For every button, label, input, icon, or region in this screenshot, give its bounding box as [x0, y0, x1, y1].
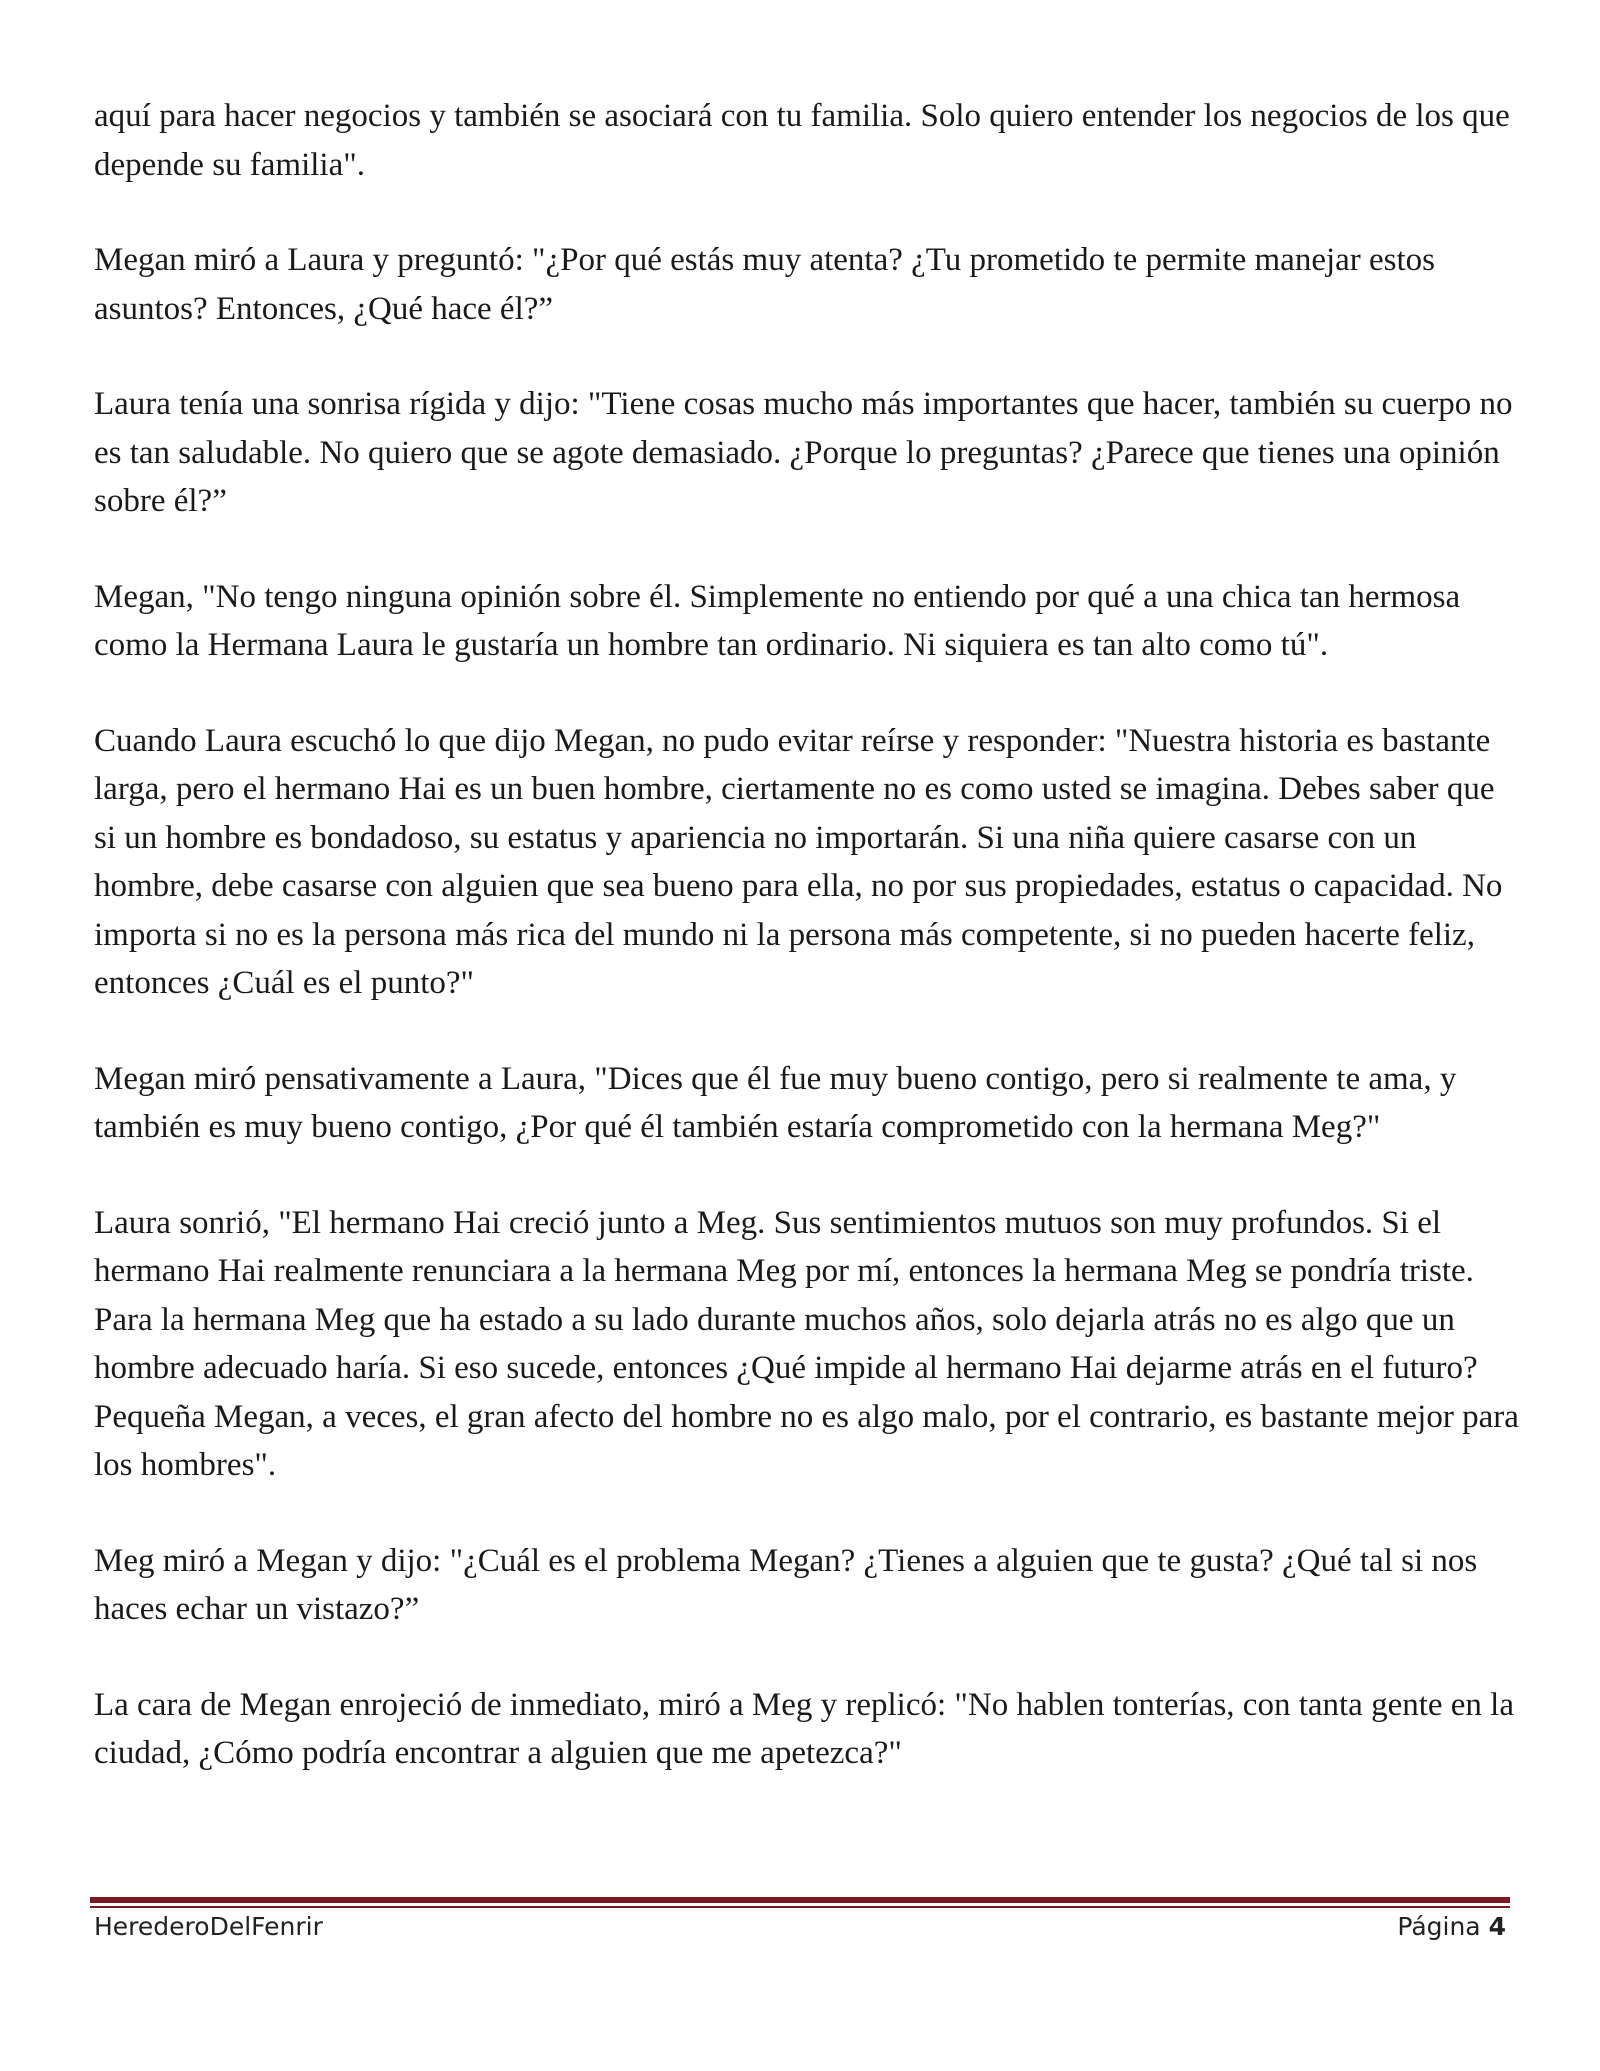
paragraph: Laura tenía una sonrisa rígida y dijo: "Tiene cosas mucho más importantes que hacer, también su cuerpo no es tan saludable. No quiero que se agote demasiado. ¿Porque lo preguntas? ¿Parece que tienes una opinión sobre él?”	[94, 386, 1513, 519]
page-number: 4	[1488, 1912, 1506, 1941]
paragraph: La cara de Megan enrojeció de inmediato, miró a Meg y replicó: "No hablen tonterías, con tanta gente en la ciudad, ¿Cómo podría encontrar a alguien que me apetezca?"	[94, 1686, 1514, 1771]
footer-divider	[90, 1897, 1510, 1910]
paragraph: Megan, "No tengo ninguna opinión sobre él. Simplemente no entiendo por qué a una chica tan hermosa como la Hermana Laura le gustaría un hombre tan ordinario. Ni siquiera es tan alto como tú".	[94, 578, 1461, 663]
page-body	[94, 92, 1524, 1825]
paragraph: Megan miró a Laura y preguntó: "¿Por qué estás muy atenta? ¿Tu prometido te permite manejar estos asuntos? Entonces, ¿Qué hace él?”	[94, 242, 1436, 327]
paragraph: Cuando Laura escuchó lo que dijo Megan, no pudo evitar reírse y responder: "Nuestra historia es bastante larga, pero el hermano Hai es un buen hombre, ciertamente no es como usted se imagina. Debes saber que si un hombre es bondadoso, su estatus y apariencia no importarán. Si una niña quiere casarse con un hombre, debe casarse con alguien que sea bueno para ella, no por sus propiedades, estatus o capacidad. No importa si no es la persona más rica del mundo ni la persona más competente, si no pueden hacerte feliz, entonces ¿Cuál es el punto?"	[94, 722, 1503, 1001]
paragraph: Megan miró pensativamente a Laura, "Dices que él fue muy bueno contigo, pero si realmente te ama, y también es muy bueno contigo, ¿Por qué él también estaría comprometido con la hermana Meg?"	[94, 1060, 1457, 1145]
footer-divider-thick	[90, 1897, 1510, 1903]
paragraph: aquí para hacer negocios y también se asociará con tu familia. Solo quiero entender los negocios de los que depende su familia".	[94, 98, 1510, 183]
page-footer	[94, 1912, 1506, 1941]
footer-page-number	[1397, 1912, 1506, 1941]
paragraph: Meg miró a Megan y dijo: "¿Cuál es el problema Megan? ¿Tienes a alguien que te gusta? ¿Qué tal si nos haces echar un vistazo?”	[94, 1542, 1478, 1627]
footer-author: HerederoDelFenrir	[94, 1912, 323, 1941]
paragraph: Laura sonrió, "El hermano Hai creció junto a Meg. Sus sentimientos mutuos son muy profundos. Si el hermano Hai realmente renunciara a la hermana Meg por mí, entonces la hermana Meg se pondría triste. Para la hermana Meg que ha estado a su lado durante muchos años, solo dejarla atrás no es algo que un hombre adecuado haría. Si eso sucede, entonces ¿Qué impide al hermano Hai dejarme atrás en el futuro? Pequeña Megan, a veces, el gran afecto del hombre no es algo malo, por el contrario, es bastante mejor para los hombres".	[94, 1204, 1519, 1483]
page-label: Página	[1397, 1912, 1481, 1941]
footer-divider-thin	[90, 1906, 1510, 1908]
